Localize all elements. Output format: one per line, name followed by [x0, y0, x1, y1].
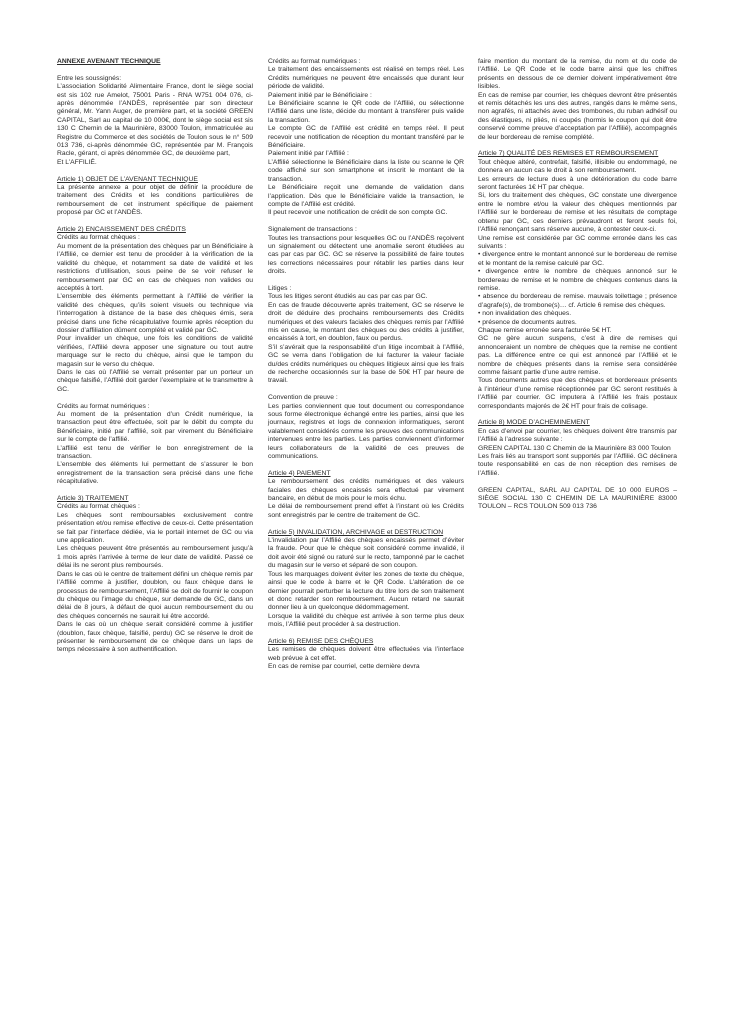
paragraph: • absence du bordereau de remise. mauvais toilettage ; présence d’agrafe(s), de trombone(s)… cf. Article 6 remise des chèques.	[478, 293, 677, 309]
paragraph: Les parties conviennent que tout document ou correspondance sous forme électronique échangé entre les parties, ainsi que les journaux, registres et logs de connexion informatiques, seront valablement considérés comme les preuves des communications intervenues entre les parties. Les parties conviennent d’informer leurs collaborateurs de la validité de ces preuves de communications.	[268, 402, 464, 461]
spacer	[478, 411, 677, 419]
paragraph: L’Affilié sélectionne le Bénéficiaire dans la liste ou scanne le QR code affiché sur son smartphone et inscrit le montant de la transaction.	[268, 158, 464, 183]
spacer	[57, 66, 253, 74]
spacer	[478, 478, 677, 486]
article-heading: Article 4) PAIEMENT	[268, 469, 331, 477]
paragraph: En cas de remise par courriel, cette dernière devra	[268, 663, 420, 671]
article-heading: Article 2) ENCAISSEMENT DES CRÉDITS	[57, 226, 186, 234]
paragraph: • divergence entre le nombre de chèques annoncé sur le bordereau de remise et le nombre de chèques contenus dans la remise.	[478, 268, 677, 292]
paragraph: Le traitement des encaissements est réalisé en temps réel. Les Crédits numériques ne peuvent être encaissés que durant leur période de validité.	[268, 66, 464, 91]
article-heading: Article 6) REMISE DES CHÈQUES	[268, 637, 374, 645]
paragraph: Le remboursement des crédits numériques et des valeurs faciales des chèques encaissés sera effectué par virement bancaire, en début de mois pour le mois échu.	[268, 478, 464, 503]
paragraph: Pour invalider un chèque, une fois les conditions de validité vérifiées, l’Affilié devra apposer une signature ou tout autre marquage sur le recto du chèque, ainsi que le tampon du magasin sur le verso du chèque.	[57, 335, 253, 368]
paragraph: Tous documents autres que des chèques et bordereaux présents à l’intérieur d’une remise réceptionnée par GC seront restitués à l’Affilié par courrier. GC imputera à l’Affilié les frais postaux correspondants majorés de 2€ HT pour frais de colisage.	[478, 377, 677, 410]
paragraph: Crédits au format chèques :	[57, 503, 140, 511]
paragraph: Signalement de transactions :	[268, 226, 357, 234]
paragraph: Crédits au format chèques :	[57, 234, 140, 242]
paragraph: Au moment de la présentation d’un Crédit numérique, la transaction peut être effectuée, soit par le débit du compte du Bénéficiaire, initié par l’affilié, soit par virement du Bénéficiaire sur le compte de l’affilié.	[57, 411, 253, 444]
spacer	[57, 394, 253, 402]
paragraph: Les chèques peuvent être présentés au remboursement jusqu’à 1 mois après l’arrivée à terme de leur date de validité. Passé ce délai ils ne seront plus remboursés.	[57, 545, 253, 570]
paragraph: faire mention du montant de la remise, du nom et du code de l’Affilié. Le QR Code et le code barre ainsi que les chiffres présents en dessous de ce dernier doivent impérativement être lisibles.	[478, 58, 677, 91]
article-heading: Article 3) TRAITEMENT	[57, 495, 129, 503]
article-heading: Article 5) INVALIDATION, ARCHIVAGE et DESTRUCTION	[268, 528, 444, 536]
paragraph: S’il s’avérait que la responsabilité d’un litige incombait à l’Affilié, GC se verra dans l’obligation de lui facturer la valeur faciale du/des crédits numériques ou chèques litigieux ainsi que les frais de recherche occasionnés sur la base de 50€ HT par heure de travail.	[268, 343, 464, 385]
paragraph: Dans le cas où un chèque serait considéré comme à justifier (doublon, faux chèque, falsifié, perdu) GC se réserve le droit de présenter le remboursement de ce chèque dans un laps de temps nécessaire à son authentification.	[57, 621, 253, 654]
paragraph: Chaque remise erronée sera facturée 5€ HT.	[478, 326, 612, 334]
paragraph: En cas de remise par courrier, les chèques devront être présentés et remis détachés les uns des autres, rangés dans le même sens, non agrafés, ni attachés avec des trombones, du ruban adhésif ou des élastiques, ni pliés, ni coupés (hormis le coupon qui doit être conservé comme preuve d’acceptation par l’Affilié), accompagnés de leur bordereau de remise complété.	[478, 91, 677, 141]
paragraph: Les erreurs de lecture dues à une détérioration du code barre seront facturées 1€ HT par chèque.	[478, 175, 677, 192]
article-heading: Article 8) MODE D’ACHEMINEMENT	[478, 419, 590, 427]
paragraph: Les chèques sont remboursables exclusivement contre présentation et/ou remise effective de ceux-ci. Cette présentation se fait par l’interface dédiée, via le portail internet de GC ou via une application.	[57, 511, 253, 545]
paragraph: GREEN CAPITAL, SARL AU CAPITAL DE 10 000 EUROS – SIÈGE SOCIAL 130 C CHEMIN DE LA MAURINIÈRE 83000 TOULON – RCS TOULON 509 013 736	[478, 486, 677, 511]
article-heading: Article 7) QUALITÉ DES REMISES ET REMBOURSEMENT	[478, 150, 659, 158]
document-title: ANNEXE AVENANT TECHNIQUE	[57, 58, 161, 65]
column-2	[268, 58, 464, 672]
spacer	[57, 167, 253, 175]
paragraph: L’ensemble des éléments permettant à l’Affilié de vérifier la validité des chèques, qu’ils soient visuels ou technique via l’interrogation à distance de la base des chèques émis, sera précisé dans une fiche récapitulative fournie après réception du dossier d’affiliation dûment complété et validé par GC.	[57, 293, 253, 334]
paragraph: Et L’AFFILIÉ.	[57, 158, 97, 166]
paragraph: GREEN CAPITAL 130 C Chemin de la Maurinière 83 000 Toulon	[478, 444, 671, 452]
paragraph: • divergence entre le montant annoncé sur le bordereau de remise et le montant de la remise calculé par GC.	[478, 251, 677, 267]
column-2-text	[268, 58, 464, 672]
spacer	[57, 487, 253, 495]
article-heading: Article 1) OBJET DE L’AVENANT TECHNIQUE	[57, 175, 198, 183]
paragraph: Il peut recevoir une notification de crédit de son compte GC.	[268, 209, 448, 217]
paragraph: Au moment de la présentation des chèques par un Bénéficiaire à l’Affilié, ce dernier est tenu de procéder à la vérification de la validité du chèque, et notamment sa date de validité et les restrictions d’utilisation, sous peine de se voir refuser le remboursement par GC en cas de chèques non valides ou acceptés à tort.	[57, 242, 253, 292]
spacer	[57, 218, 253, 226]
paragraph: L’ensemble des éléments lui permettant de s’assurer le bon enregistrement de la transaction sera précisé dans une fiche récapitulative.	[57, 461, 253, 486]
column-1-text	[57, 75, 253, 655]
paragraph: Le délai de remboursement prend effet à l’instant où les Crédits sont enregistrés par le centre de traitement de GC.	[268, 503, 464, 519]
paragraph: Tout chèque altéré, contrefait, falsifié, illisible ou endommagé, ne donnera en aucun cas le droit à son remboursement.	[478, 158, 677, 175]
spacer	[268, 630, 464, 638]
paragraph: Dans le cas où l’Affilié se verrait présenter par un porteur un chèque falsifié, l’Affilié doit garder l’exemplaire et le transmettre à GC.	[57, 368, 253, 393]
paragraph: Les remises de chèques doivent être effectuées via l’interface web prévue à cet effet.	[268, 646, 464, 662]
paragraph: Entre les soussignés:	[57, 74, 122, 82]
paragraph: L’invalidation par l’Affilié des chèques encaissés permet d’éviter la fraude. Pour que le chèque soit considéré comme invalidé, il doit avoir été signé ou raturé sur le recto, tamponné par le cachet du magasin sur le verso et séparé de son coupon.	[268, 537, 464, 570]
spacer	[268, 520, 464, 528]
spacer	[268, 461, 464, 469]
column-3	[478, 58, 677, 512]
paragraph: Toutes les transactions pour lesquelles GC ou l’ANDÈS reçoivent un signalement ou détectent une anomalie seront étudiées au cas par cas par GC. GC se réserve la possibilité de faire toutes les corrections nécessaires pour rétablir les parties dans leur droits.	[268, 234, 464, 276]
paragraph: Tous les marquages doivent éviter les zones de texte du chèque, ainsi que le code à barre et le QR Code. L’altération de ce dernier pourrait perturber la lecture du titre lors de son traitement et donc retarder son remboursement. Aucun retard ne saurait donner lieu à un quelconque dédommagement.	[268, 570, 464, 612]
paragraph: GC ne gère aucun suspens, c’est à dire de remises qui annonceraient un nombre de chèques que la remise ne contient pas. La différence entre ce qui est annoncé par l’Affilié et le nombre de chèques présents dans la remise sera considérée comme faisant partie d’une autre remise.	[478, 335, 677, 377]
paragraph: Le compte GC de l’Affilié est crédité en temps réel. Il peut recevoir une notification de réception du montant transféré par le Bénéficiaire.	[268, 125, 464, 150]
paragraph: En cas de fraude découverte après traitement, GC se réserve le droit de déduire des prochains remboursements des Crédits numériques et des valeurs faciales des chèques remis par l’Affilié mis en cause, le montant des chèques ou des crédits à justifier, encaissés à tort, en doublon, faux ou perdus.	[268, 301, 464, 343]
column-3-text	[478, 58, 677, 512]
paragraph: Si, lors du traitement des chèques, GC constate une divergence entre le nombre et/ou la valeur des chèques mentionnés par l’Affilié sur le bordereau de remise et les résultats de comptage obtenu par GC, ces derniers prévaudront et feront seuls foi, l’Affilié renonçant sans réserve aucune, à contester ceux-ci.	[478, 192, 677, 234]
paragraph: • non invalidation des chèques.	[478, 310, 572, 318]
spacer	[268, 218, 464, 226]
paragraph: La présente annexe a pour objet de définir la procédure de traitement des Crédits et les conditions particulières de remboursement de cet instrument spécifique de paiement proposé par GC et l’ANDÈS.	[57, 184, 253, 217]
paragraph: Le Bénéficiaire reçoit une demande de validation dans l’application. Dès que le Bénéficiaire valide la transaction, le compte de l’Affilié est crédité.	[268, 184, 464, 208]
paragraph: En cas d’envoi par courrier, les chèques doivent être transmis par l’Affilié à l’adresse suivante :	[478, 427, 677, 444]
paragraph: Une remise est considérée par GC comme erronée dans les cas suivants :	[478, 234, 677, 250]
paragraph: Lorsque la validité du chèque est arrivée à son terme plus deux mois, l’Affilié peut procéder à sa destruction.	[268, 612, 464, 629]
paragraph: Tous les litiges seront étudiés au cas par cas par GC.	[268, 293, 428, 301]
paragraph: Crédits au format numériques :	[57, 402, 150, 410]
paragraph: Litiges :	[268, 284, 292, 292]
paragraph: • présence de documents autres.	[478, 318, 577, 326]
paragraph: Les frais liés au transport sont supportés par l’Affilié. GC déclinera toute responsabilité en cas de non réception des remises de l’Affilié.	[478, 453, 677, 477]
paragraph: Le Bénéficiaire scanne le QR code de l’Affilié, ou sélectionne l’Affilié dans une liste, décide du montant à transférer puis valide la transaction.	[268, 100, 464, 124]
paragraph: Dans le cas où le centre de traitement défini un chèque remis par l’Affilié comme à justifier, doublon, ou faux chèque dans le processus de remboursement, l’Affilié se doit de fournir le coupon du chèque ou l’image du chèque, sur demande de GC, dans un délai de 8 jours, à défaut de quoi aucun remboursement du ou des chèques concernés ne saurait lui être accordé.	[57, 570, 253, 620]
paragraph: L’association Solidarité Alimentaire France, dont le siège social est sis 102 rue Amelot, 75001 Paris - RNA W751 004 076, ci-après dénommée l’ANDÈS, représentée par son directeur général, Mr. Yann Auger, de première part, et la société GREEN CAPITAL, Sarl au capital de 10 000€, dont le siège social est sis 130 C Chemin de la Maurinière, 83000 Toulon, immatriculée au Registre du Commerce et des sociétés de Toulon sous le n° 509 013 736, ci-après dénommée GC, représentée par M. François Racle, gérant, ci après dénommée GC, de deuxième part,	[57, 83, 253, 158]
paragraph: Paiement initié par le Bénéficiaire :	[268, 91, 372, 99]
paragraph: Paiement initié par l’Affilié :	[268, 150, 349, 158]
paragraph: L’affilié est tenu de vérifier le bon enregistrement de la transaction.	[57, 444, 253, 461]
paragraph: Convention de preuve :	[268, 394, 338, 402]
spacer	[268, 386, 464, 394]
column-1	[57, 58, 253, 655]
paragraph: Crédits au format numériques :	[268, 58, 361, 65]
spacer	[268, 277, 464, 285]
